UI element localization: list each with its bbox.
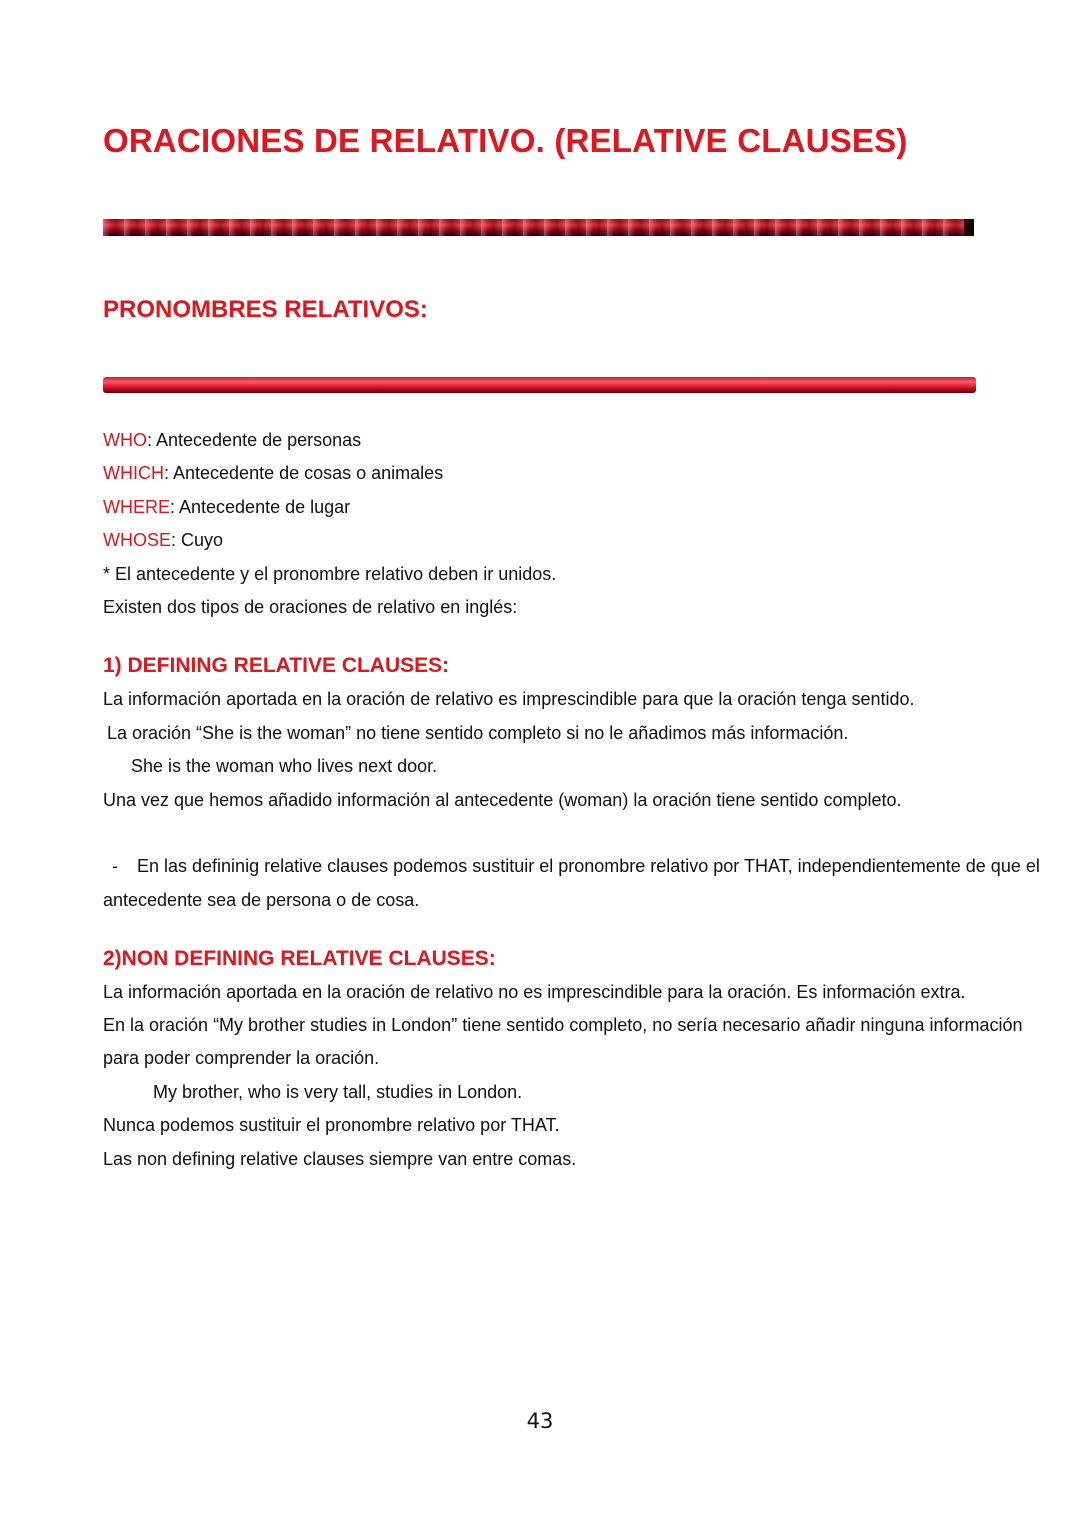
decorative-divider-top <box>103 219 974 236</box>
list-item <box>103 462 443 484</box>
decorative-divider-red <box>103 377 976 393</box>
note-text: * El antecedente y el pronombre relativo deben ir unidos. <box>103 564 557 584</box>
relative-pronoun-term: WHO <box>103 430 147 450</box>
relative-pronoun-desc: : Antecedente de personas <box>147 430 362 450</box>
bullet-text-continued: antecedente sea de persona o de cosa. <box>103 890 420 910</box>
section-heading-defining: 1) DEFINING RELATIVE CLAUSES: <box>103 654 450 677</box>
paragraph: Las non defining relative clauses siempre van entre comas. <box>103 1149 577 1169</box>
relative-pronoun-desc: : Cuyo <box>171 530 224 550</box>
paragraph: La oración “She is the woman” no tiene sentido completo si no le añadimos más información. <box>107 723 849 743</box>
paragraph: Una vez que hemos añadido información al antecedente (woman) la oración tiene sentido completo. <box>103 790 902 810</box>
list-item <box>103 429 361 451</box>
bullet-marker: - <box>112 856 118 876</box>
paragraph-continued: para poder comprender la oración. <box>103 1048 380 1068</box>
relative-pronoun-desc: : Antecedente de cosas o animales <box>164 463 444 483</box>
section-heading-pronombres: PRONOMBRES RELATIVOS: <box>103 296 428 323</box>
paragraph: Nunca podemos sustituir el pronombre relativo por THAT. <box>103 1115 560 1135</box>
bullet-text: En las defininig relative clauses podemos sustituir el pronombre relativo por THAT, independientemente de que el <box>137 856 1040 876</box>
relative-pronoun-term: WHOSE <box>103 530 172 550</box>
example-sentence: My brother, who is very tall, studies in London. <box>153 1082 523 1102</box>
page-number: 43 <box>526 1409 554 1433</box>
intro-text: Existen dos tipos de oraciones de relativo en inglés: <box>103 597 518 617</box>
paragraph: En la oración “My brother studies in London” tiene sentido completo, no sería necesario añadir ninguna información <box>103 1015 1023 1035</box>
relative-pronoun-desc: : Antecedente de lugar <box>170 497 351 517</box>
paragraph: La información aportada en la oración de relativo es imprescindible para que la oración tenga sentido. <box>103 689 915 709</box>
section-heading-non-defining: 2)NON DEFINING RELATIVE CLAUSES: <box>103 947 496 970</box>
page-title: ORACIONES DE RELATIVO. (RELATIVE CLAUSES) <box>103 122 908 159</box>
list-item <box>103 529 223 551</box>
list-item <box>103 496 350 518</box>
relative-pronoun-term: WHICH <box>103 463 164 483</box>
example-sentence: She is the woman who lives next door. <box>131 756 438 776</box>
paragraph: La información aportada en la oración de relativo no es imprescindible para la oración. Es información extra. <box>103 982 966 1002</box>
relative-pronoun-term: WHERE <box>103 497 170 517</box>
